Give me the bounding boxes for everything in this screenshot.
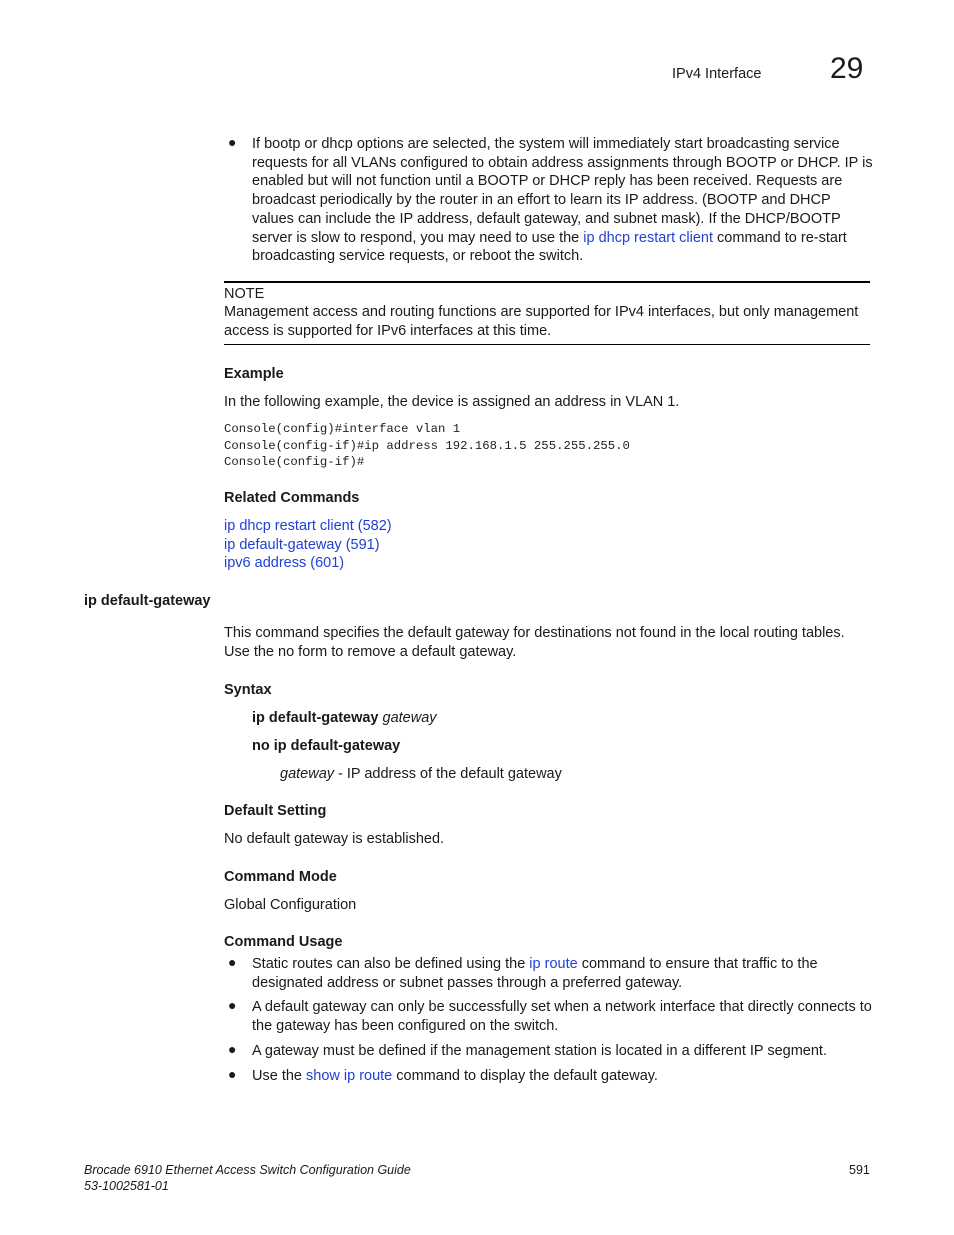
syntax-line-1 xyxy=(252,709,437,728)
page-number: 591 xyxy=(849,1163,870,1177)
text-run: Static routes can also be defined using the xyxy=(252,956,530,972)
bullet-text: A gateway must be defined if the management station is located in a different IP segment. xyxy=(252,1043,827,1059)
keyword-no: no xyxy=(278,643,295,660)
bullet-text xyxy=(252,955,874,992)
bullet-text: A default gateway can only be successfully set when a network interface that directly connects to the gateway has been configured on the switch. xyxy=(252,999,872,1034)
bullet-icon: ● xyxy=(228,954,237,970)
related-link-ip-default-gateway[interactable]: ip default-gateway (591) xyxy=(224,536,380,553)
syntax-argument: gateway xyxy=(378,710,437,726)
text-run: or xyxy=(300,136,322,152)
code-line: Console(config-if)#ip address 192.168.1.5 255.255.255.0 xyxy=(224,438,630,453)
running-header-section: IPv4 Interface xyxy=(672,66,762,82)
note-top-rule xyxy=(224,281,870,283)
link-show-ip-route[interactable]: show ip route xyxy=(306,1068,393,1084)
bullet-text xyxy=(252,1067,874,1086)
syntax-parameter xyxy=(280,765,562,784)
example-heading: Example xyxy=(224,366,284,382)
related-link-ipv6-address[interactable]: ipv6 address (601) xyxy=(224,555,345,572)
text-run: form to remove a default gateway. xyxy=(294,643,517,660)
note-bottom-rule xyxy=(224,344,870,345)
code-line: Console(config)#interface vlan 1 xyxy=(224,422,461,436)
link-ip-route[interactable]: ip route xyxy=(529,956,578,972)
parameter-description: - IP address of the default gateway xyxy=(334,766,562,782)
bullet-icon: ● xyxy=(228,1041,237,1057)
parameter-name: gateway xyxy=(280,766,335,782)
code-block xyxy=(224,421,630,471)
command-mode-heading: Command Mode xyxy=(224,869,337,885)
text-run: This command specifies the default gateway for destinations not found in the local routing tables. Use the xyxy=(224,625,845,660)
default-setting-heading: Default Setting xyxy=(224,803,327,819)
footer-title: Brocade 6910 Ethernet Access Switch Configuration Guide xyxy=(84,1163,411,1177)
footer-doc-info xyxy=(84,1162,411,1194)
command-usage-heading: Command Usage xyxy=(224,934,343,950)
example-intro: In the following example, the device is assigned an address in VLAN 1. xyxy=(224,394,680,410)
syntax-command: ip default-gateway xyxy=(252,710,379,726)
text-run: command to re-start broadcasting service requests, or reboot the switch. xyxy=(252,229,847,265)
code-line: Console(config-if)# xyxy=(224,455,365,469)
related-link-ip-dhcp-restart-client[interactable]: ip dhcp restart client (582) xyxy=(224,518,392,534)
text-run: command to ensure that traffic to the designated address or subnet passes through a preferred gateway. xyxy=(252,956,818,991)
text-run: options are selected, the system will immediately start broadcasting service requests for all VLANs configured to obtain address assignments through BOOTP or DHCP. IP is enabled but will not function until a BOOTP or DHCP reply has been received. Requests are broadcast periodically by the router in an effort to learn its IP address. (BOOTP and DHCP values can include the IP address, default gateway, and subnet mask). If the DHCP/BOOTP server is slow to respond, you may need to use the xyxy=(252,136,873,246)
text-run: Use the xyxy=(252,1068,306,1084)
related-commands-heading: Related Commands xyxy=(224,490,360,506)
text-run: If xyxy=(252,136,265,152)
bullet-icon: ● xyxy=(228,134,237,150)
bullet-text xyxy=(252,135,874,266)
bullet-icon: ● xyxy=(228,1066,237,1082)
note-title: NOTE xyxy=(224,286,265,302)
note-text: Management access and routing functions are supported for IPv4 interfaces, but only management access is supported for IPv6 interfaces at this time. xyxy=(224,304,859,339)
syntax-line-2: no ip default-gateway xyxy=(252,738,401,754)
keyword-dhcp: dhcp xyxy=(321,136,353,152)
command-description xyxy=(224,624,874,661)
command-title: ip default-gateway xyxy=(84,593,211,609)
link-ip-dhcp-restart-client[interactable]: ip dhcp restart client xyxy=(583,229,714,246)
keyword-bootp: bootp xyxy=(264,136,301,152)
text-run: command to display the default gateway. xyxy=(392,1068,658,1084)
footer-doc-id: 53-1002581-01 xyxy=(84,1179,169,1193)
bullet-icon: ● xyxy=(228,997,237,1013)
chapter-number: 29 xyxy=(830,52,864,85)
syntax-heading: Syntax xyxy=(224,682,272,698)
default-setting-text: No default gateway is established. xyxy=(224,831,445,847)
command-mode-text: Global Configuration xyxy=(224,897,357,913)
related-commands-list xyxy=(224,517,392,573)
